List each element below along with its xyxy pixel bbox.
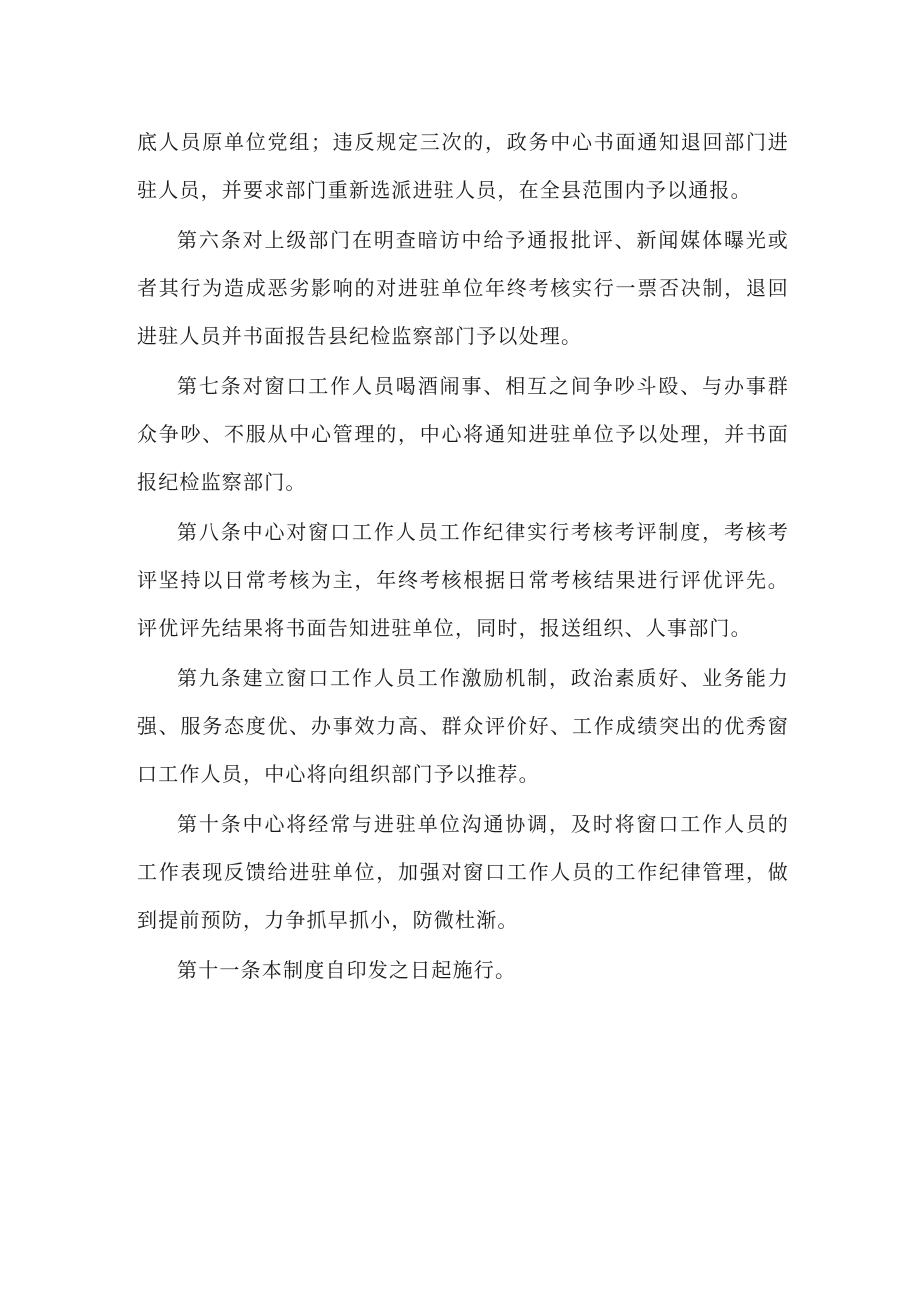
paragraph-article-9: 第九条建立窗口工作人员工作激励机制，政治素质好、业务能力强、服务态度优、办事效力高、群众评价好、工作成绩突出的优秀窗口工作人员，中心将向组织部门予以推荐。 (137, 666, 789, 786)
paragraph-article-7: 第七条对窗口工作人员喝酒闹事、相互之间争吵斗殴、与办事群众争吵、不服从中心管理的，中心将通知进驻单位予以处理，并书面报纪检监察部门。 (137, 374, 789, 494)
document-body (137, 118, 789, 996)
paragraph-article-10: 第十条中心将经常与进驻单位沟通协调，及时将窗口工作人员的工作表现反馈给进驻单位，加强对窗口工作人员的工作纪律管理，做到提前预防，力争抓早抓小，防微杜渐。 (137, 812, 789, 932)
paragraph-article-8: 第八条中心对窗口工作人员工作纪律实行考核考评制度，考核考评坚持以日常考核为主，年终考核根据日常考核结果进行评优评先。评优评先结果将书面告知进驻单位，同时，报送组织、人事部门。 (137, 520, 789, 640)
paragraph-continuation: 底人员原单位党组；违反规定三次的，政务中心书面通知退回部门进驻人员，并要求部门重新选派进驻人员，在全县范围内予以通报。 (137, 130, 789, 202)
paragraph-article-11: 第十一条本制度自印发之日起施行。 (177, 958, 517, 982)
paragraph-article-6: 第六条对上级部门在明查暗访中给予通报批评、新闻媒体曝光或者其行为造成恶劣影响的对进驻单位年终考核实行一票否决制，退回进驻人员并书面报告县纪检监察部门予以处理。 (137, 228, 789, 348)
